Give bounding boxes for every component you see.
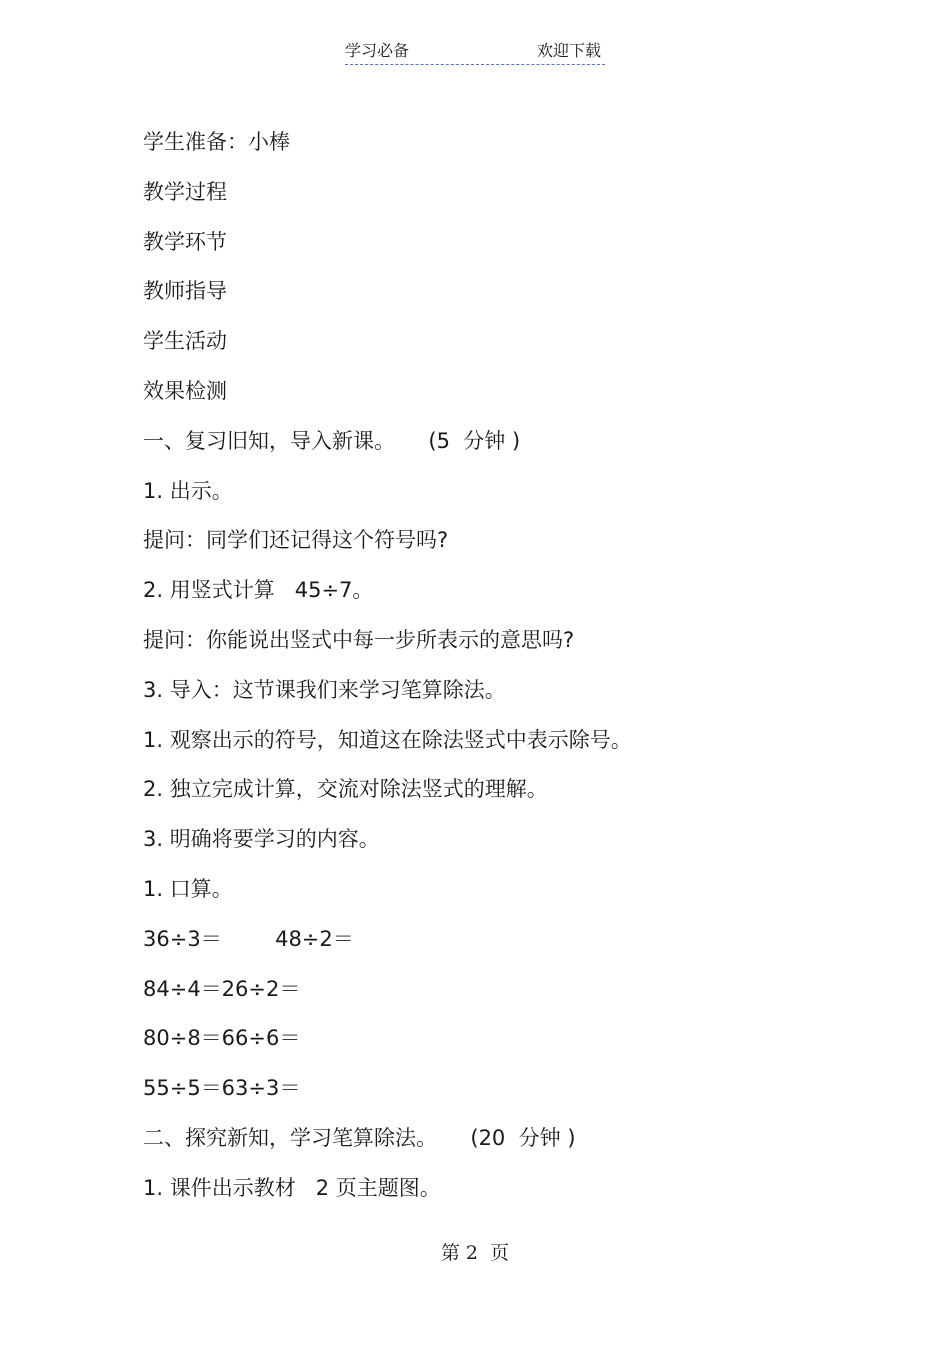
- page-header: [345, 40, 605, 65]
- text-line: 3. 明确将要学习的内容。: [143, 827, 380, 852]
- text-line: 1. 口算。: [143, 876, 233, 901]
- text-line: 提问：你能说出竖式中每一步所表示的意思吗?: [143, 627, 575, 652]
- text-line: 3. 导入：这节课我们来学习笔算除法。: [143, 677, 506, 702]
- text-line: 2. 独立完成计算，交流对除法竖式的理解。: [143, 777, 548, 802]
- text-line: 教学过程: [143, 179, 227, 204]
- text-line: 1. 出示。: [143, 478, 233, 503]
- document-body: [143, 124, 903, 1220]
- text-line: 2. 用竖式计算 45÷7。: [143, 578, 374, 603]
- math-line: 84÷4＝26÷2＝: [143, 976, 301, 1001]
- text-line: 学生活动: [143, 329, 227, 354]
- text-line: 1. 课件出示教材 2 页主题图。: [143, 1175, 441, 1200]
- text-line: 提问：同学们还记得这个符号吗?: [143, 528, 449, 553]
- section-heading: 二、探究新知，学习笔算除法。 (20 分钟 ): [143, 1125, 576, 1150]
- math-line: 80÷8＝66÷6＝: [143, 1026, 301, 1051]
- math-line: 55÷5＝63÷3＝: [143, 1076, 301, 1101]
- text-line: 教学环节: [143, 229, 227, 254]
- text-line: 效果检测: [143, 378, 227, 403]
- text-line: 1. 观察出示的符号，知道这在除法竖式中表示除号。: [143, 727, 632, 752]
- math-line: 36÷3＝ 48÷2＝: [143, 926, 354, 951]
- section-heading: 一、复习旧知，导入新课。 (5 分钟 ): [143, 428, 521, 453]
- header-left-text: 学习必备: [345, 41, 410, 60]
- text-line: 教师指导: [143, 279, 227, 304]
- text-line: 学生准备：小棒: [143, 130, 290, 154]
- header-right-text: 欢迎下载: [536, 41, 601, 60]
- page-number: 第 2 页: [440, 1242, 510, 1264]
